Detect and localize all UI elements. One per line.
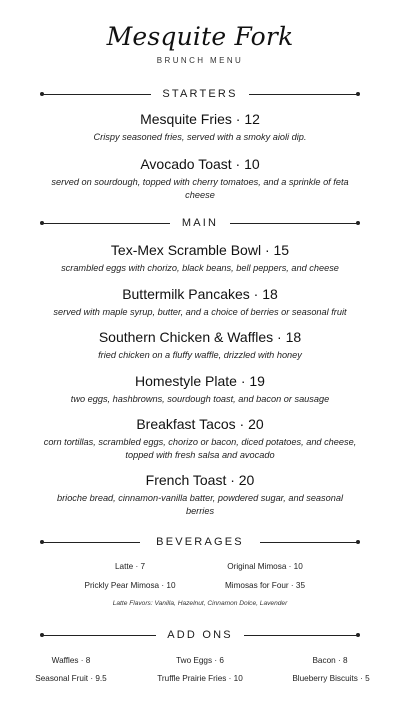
divider-dot — [356, 540, 360, 544]
menu-item — [20, 110, 380, 144]
menu-item — [20, 285, 380, 319]
section-divider-beverages — [40, 536, 360, 548]
menu-item-name: Avocado Toast · 10 — [140, 156, 260, 172]
menu-item — [45, 471, 355, 517]
menu-item-name: Tex-Mex Scramble Bowl · 15 — [110, 242, 290, 258]
addon-item: Two Eggs · 6 — [176, 656, 224, 665]
beverage-item: Mimosas for Four · 35 — [224, 581, 306, 590]
menu-item — [20, 372, 380, 406]
beverage-item: Prickly Pear Mimosa · 10 — [84, 581, 176, 590]
latte-flavors-note: Latte Flavors: Vanilla, Hazelnut, Cinnamon Dolce, Lavender — [112, 600, 288, 607]
beverage-item: Original Mimosa · 10 — [227, 562, 303, 571]
divider-dot — [356, 633, 360, 637]
section-heading-addons: ADD ONS — [167, 629, 233, 641]
menu-item-description: scrambled eggs with chorizo, black beans, bell peppers, and cheese — [61, 263, 339, 273]
menu-item-description: brioche bread, cinnamon-vanilla batter, powdered sugar, and seasonal berries — [56, 493, 344, 516]
divider-dot — [356, 221, 360, 225]
restaurant-title: Mesquite Fork — [106, 22, 294, 51]
menu-item — [20, 328, 380, 362]
divider-line — [249, 94, 358, 95]
section-heading-starters: STARTERS — [162, 88, 238, 100]
menu-subtitle: BRUNCH MENU — [156, 56, 244, 65]
section-divider-addons — [40, 629, 360, 641]
addon-item: Waffles · 8 — [51, 656, 91, 665]
section-heading-beverages: BEVERAGES — [156, 536, 244, 548]
menu-item-name: Southern Chicken & Waffles · 18 — [98, 329, 302, 345]
addon-item: Truffle Prairie Fries · 10 — [157, 674, 243, 683]
menu-item-description: served with maple syrup, butter, and a choice of berries or seasonal fruit — [53, 307, 347, 317]
addon-item: Seasonal Fruit · 9.5 — [35, 674, 107, 683]
menu-item — [38, 415, 362, 461]
divider-line — [230, 223, 358, 224]
divider-line — [244, 635, 358, 636]
menu-item-description: Crispy seasoned fries, served with a smoky aioli dip. — [93, 132, 307, 142]
menu-item-description: corn tortillas, scrambled eggs, chorizo or bacon, diced potatoes, and cheese, topped with fresh salsa and avocado — [43, 437, 357, 460]
beverage-item: Latte · 7 — [114, 562, 146, 571]
section-divider-main — [40, 217, 360, 229]
divider-dot — [356, 92, 360, 96]
section-heading-main: MAIN — [181, 217, 219, 229]
menu-item-name: Buttermilk Pancakes · 18 — [122, 286, 278, 302]
addon-item: Bacon · 8 — [312, 656, 348, 665]
divider-line — [260, 542, 358, 543]
menu-item-name: French Toast · 20 — [145, 472, 255, 488]
menu-item — [45, 155, 355, 201]
menu-item-name: Mesquite Fries · 12 — [140, 111, 260, 127]
menu-item-description: served on sourdough, topped with cherry tomatoes, and a sprinkle of feta cheese — [51, 177, 349, 200]
menu-item-name: Breakfast Tacos · 20 — [136, 416, 264, 432]
addon-item: Blueberry Biscuits · 5 — [292, 674, 370, 683]
menu-item-description: two eggs, hashbrowns, sourdough toast, and bacon or sausage — [70, 394, 330, 404]
menu-item-name: Homestyle Plate · 19 — [135, 373, 265, 389]
section-divider-starters — [40, 88, 360, 100]
menu-item-description: fried chicken on a fluffy waffle, drizzled with honey — [98, 350, 302, 360]
menu-item — [20, 241, 380, 275]
